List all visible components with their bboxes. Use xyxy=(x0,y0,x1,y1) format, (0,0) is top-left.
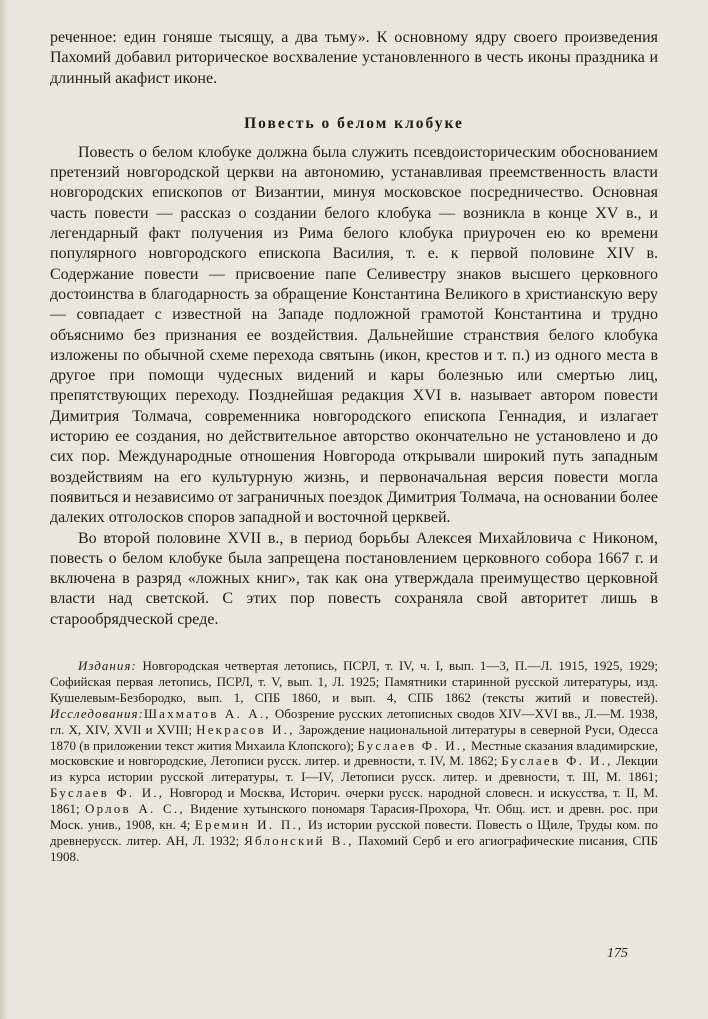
section-title: Повесть о белом клобуке xyxy=(244,114,464,132)
page-number: 175 xyxy=(607,946,628,961)
research-label: Исследования: xyxy=(50,705,144,721)
research-entry: Некрасов И., Зарождение национальной литературы в северной Руси, Одесса 1870 (в приложении текст жития Михаила Клопского); xyxy=(50,721,658,753)
research-entry: Буслаев Ф. И., Местные сказания владимирские, московские и новгородские, Летописи русск. литер. и древности, т. IV, М. 1862; xyxy=(50,737,658,769)
research-entry: Яблонский В., Пахомий Серб и его агиографические писания, СПБ 1908. xyxy=(50,832,658,864)
research-entry: Орлов А. С., Видение хутынского пономаря Тарасия-Прохора, Чт. Общ. ист. и древн. рос. при Моск. унив., 1908, кн. 4; xyxy=(50,801,658,833)
page-gutter-shadow xyxy=(0,0,8,1019)
research-entry: Буслаев Ф. И., Лекции из курса истории русской литературы, т. I—IV, Летописи русск. литер. и древности, т. III, М. 1861; xyxy=(50,753,658,785)
paragraph-1: Повесть о белом клобуке должна была служить псевдоисторическим обоснованием претензий новгородской церкви на автономию, устанавливая преемственность власти новгородских епископов от Византии, минуя московское посредничество. Основная часть повести — рассказ о создании белого клобука — возникла в конце XV в., и легендарный факт получения из Рима белого клобука приурочен ею ко времени популярного новгородского епископа Василия, т. е. к первой половине XIV в. Содержание повести — присвоение папе Селивестру знаков высшего церковного достоинства в благодарность за обращение Константина Великого в христианскую веру — совпадает с известной на Западе подложной грамотой Константина и трудно объяснимо без признания ее воздействия. Дальнейшие странствия белого клобука изложены по обычной схеме перехода святынь (икон, крестов и т. п.) из одного места в другое при помощи чудесных видений и кары болезнью или смертью лиц, препятствующих переходу. Позднейшая редакция XVI в. называет автором повести Димитрия Толмача, современника новгородского епископа Геннадия, и излагает историю ее создания, но действительное авторство окончательно не установлено и до сих пор. Международные отношения Новгорода открывали широкий путь западным воздействиям на его культурную жизнь, и первоначальная версия повести могла появиться и независимо от заграничных поездок Димитрия Толмача, на основании более далеких отголосков споров западной и восточной церквей. xyxy=(50,143,658,527)
intro-paragraph: реченное: един гоняше тысящу, а два тьму». К основному ядру своего произведения Пахомий добавил риторическое восхваление установленного в честь иконы праздника и длинный акафист иконе. xyxy=(50,29,658,87)
bibliography xyxy=(50,658,658,865)
editions-label: Издания: xyxy=(78,658,137,674)
text-block xyxy=(50,28,658,865)
research-entry: Буслаев Ф. И., Новгород и Москва, Историч. очерки русск. народной словесн. и искусства, т. II, М. 1861; xyxy=(50,785,658,817)
research-entry: Шахматов А. А., Обозрение русских летописных сводов XIV—XVI вв., Л.—М. 1938, гл. X, XIV, XVII и XVIII; xyxy=(50,705,658,737)
paragraph-2: Во второй половине XVII в., в период борьбы Алексея Михайловича с Никоном, повесть о белом клобуке была запрещена постановлением церковного собора 1667 г. и включена в разряд «ложных книг», так как она утверждала преимущество церковной власти над светской. С этих пор повесть сохраняла свой авторитет лишь в старообрядческой среде. xyxy=(50,529,658,628)
editions-text: Новгородская четвертая летопись, ПСРЛ, т. IV, ч. I, вып. 1—3, П.—Л. 1915, 1925, 1929; Софийская первая летопись, ПСРЛ, т. V, вып. 1, Л. 1925; Памятники старинной русской литературы, изд. Кушелевым-Безбородко, вып. 1, СПБ 1860, и вып. 4, СПБ 1862 (тексты житий и повестей). xyxy=(50,658,658,705)
research-entry: Еремин И. П., Из истории русской повести. Повесть о Щиле, Труды ком. по древнерусск. литер. АН, Л. 1932; xyxy=(50,817,659,848)
